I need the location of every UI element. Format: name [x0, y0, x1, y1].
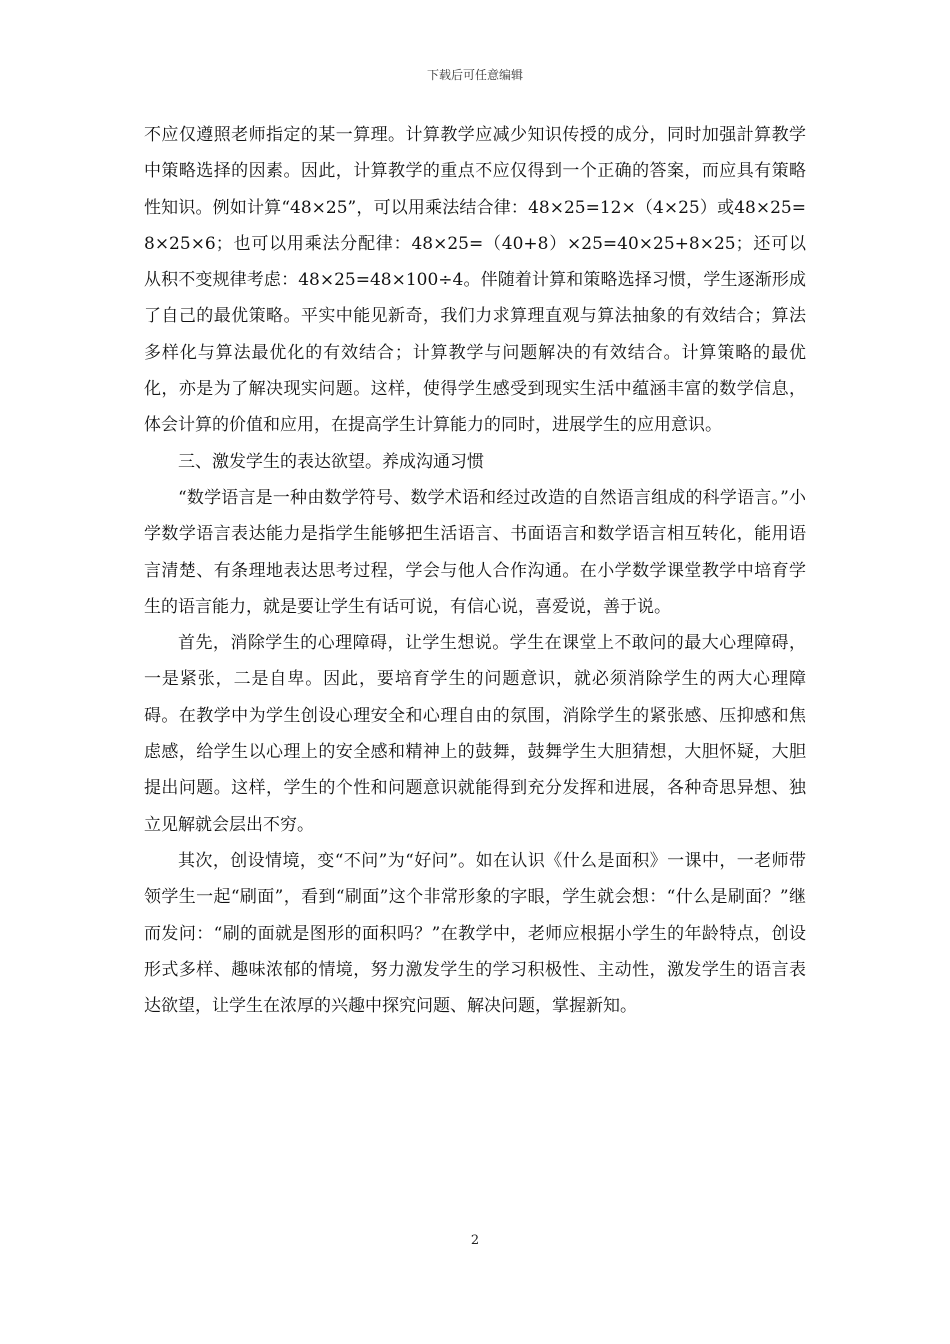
- page-header: 下载后可任意编辑: [426, 68, 523, 82]
- paragraph-first-psychology: 首先，消除学生的心理障碍，让学生想说。学生在课堂上不敢问的最大心理障碍，一是紧张，二是自卑。因此，要培育学生的问题意识，就必须消除学生的两大心理障碍。在教学中为学生创设心理安全和心理自由的氛围，消除学生的紧张感、压抑感和焦虑感，给学生以心理上的安全感和精神上的鼓舞，鼓舞学生大胆猜想，大胆怀疑，大胆提出问题。这样，学生的个性和问题意识就能得到充分发挥和进展，各种奇思异想、独立见解就会层出不穷。: [144, 633, 806, 835]
- paragraph-algorithm-strategy: 不应仅遵照老师指定的某一算理。计算教学应减少知识传授的成分，同时加强計算教学中策略选择的因素。因此，计算教学的重点不应仅得到一个正确的答案，而应具有策略性知识。例如计算“48×25”，可以用乘法结合律：48×25=12×（4×25）或48×25=8×25×6；也可以用乘法分配律：48×25=（40+8）×25=40×25+8×25；还可以从积不变规律考虑：48×25=48×100÷4。伴随着计算和策略选择习惯，学生逐渐形成了自己的最优策略。平实中能见新奇，我们力求算理直观与算法抽象的有效结合；算法多样化与算法最优化的有效结合；计算教学与问题解决的有效结合。计算策略的最优化，亦是为了解决现实问题。这样，使得学生感受到现实生活中蕴涵丰富的数学信息，体会计算的价值和应用，在提高学生计算能力的同时，进展学生的应用意识。: [144, 125, 806, 436]
- section-heading-expression: 三、激发学生的表达欲望。养成沟通习惯: [178, 451, 484, 472]
- paragraph-math-language: “数学语言是一种由数学符号、数学术语和经过改造的自然语言组成的科学语言。”小学数学语言表达能力是指学生能够把生活语言、书面语言和数学语言相互转化，能用语言清楚、有条理地表达思考过程，学会与他人合作沟通。在小学数学课堂教学中培育学生的语言能力，就是要让学生有话可说，有信心说，喜爱说，善于说。: [144, 487, 806, 617]
- paragraph-second-situation: 其次，创设情境，变“不问”为“好问”。如在认识《什么是面积》一课中，一老师带领学生一起“刷面”，看到“刷面”这个非常形象的字眼，学生就会想：“什么是刷面？”继而发问：“刷的面就是图形的面积吗？”在教学中，老师应根据小学生的年龄特点，创设形式多样、趣味浓郁的情境，努力激发学生的学习积极性、主动性，激发学生的语言表达欲望，让学生在浓厚的兴趣中探究问题、解决问题，掌握新知。: [144, 850, 806, 1017]
- page-number: 2: [470, 1233, 480, 1248]
- document-body: [144, 117, 806, 1024]
